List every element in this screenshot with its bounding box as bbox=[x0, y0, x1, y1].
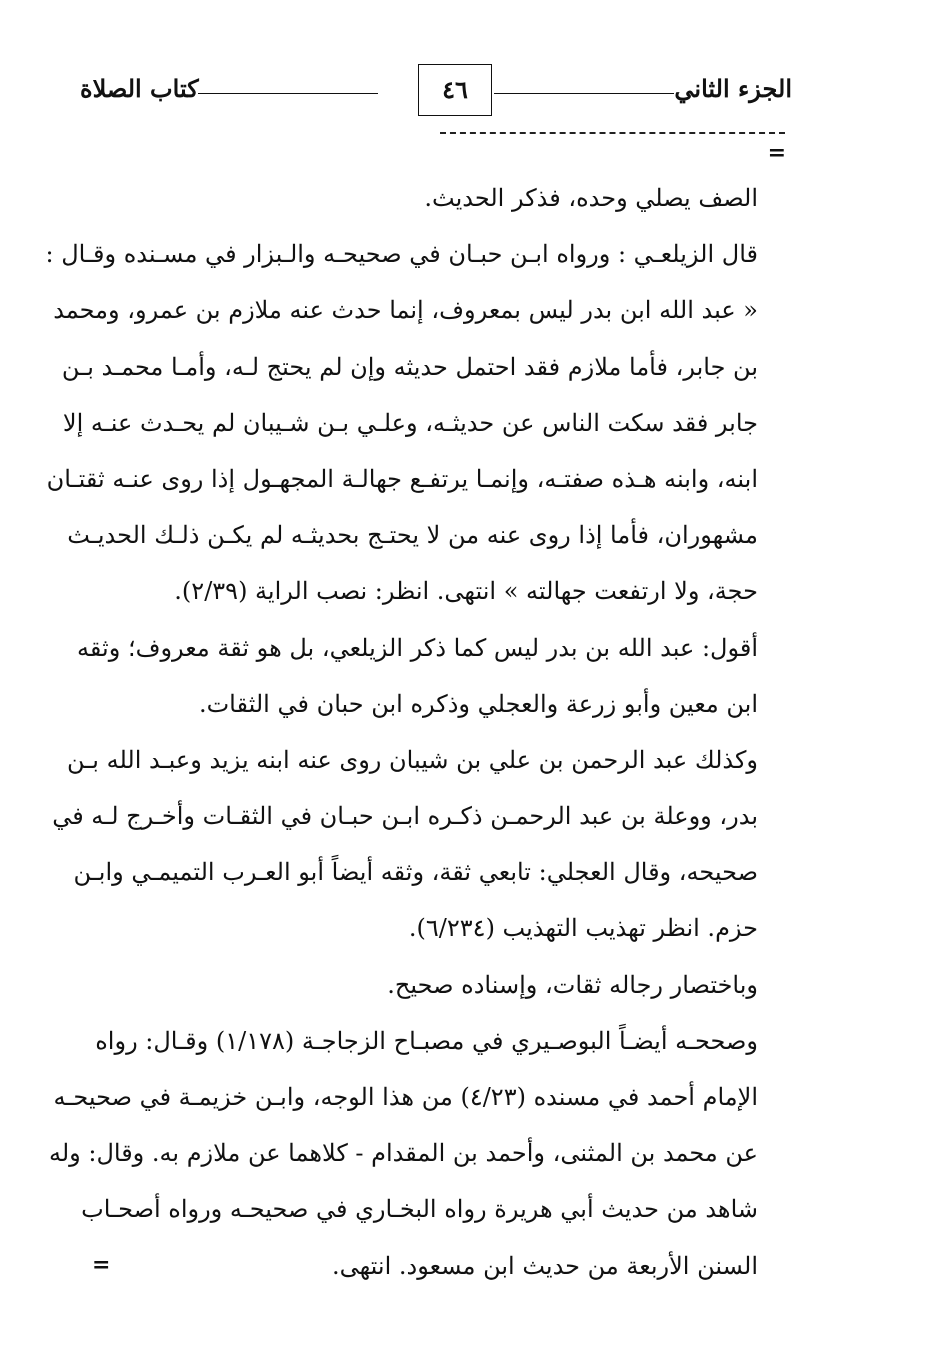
text-line: وباختصار رجاله ثقات، وإسناده صحيح. bbox=[387, 970, 758, 999]
text-line: حزم. انظر تهذيب التهذيب (٦/٢٣٤). bbox=[408, 914, 758, 943]
bottom-equals-mark: = bbox=[92, 1252, 111, 1278]
text-line: السنن الأربعة من حديث ابن مسعود. انتهى. bbox=[331, 1251, 758, 1280]
text-line: شاهد من حديث أبي هريرة رواه البخـاري في صحيحـه ورواه أصحـاب bbox=[81, 1195, 758, 1224]
text-line: قال الزيلعـي : ورواه ابـن حبـان في صحيحـه والـبزار في مسـنده وقـال : bbox=[45, 240, 758, 269]
text-line: حجة، ولا ارتفعت جهالته » انتهى. انظر: نصب الراية (٢/٣٩). bbox=[174, 577, 758, 606]
top-equals-mark: = bbox=[767, 140, 786, 166]
text-line: جابر فقد سكت الناس عن حديثـه، وعلـي بـن شـيبان لم يحـدث عنـه إلا bbox=[62, 408, 758, 437]
text-line: أقول: عبد الله بن بدر ليس كما ذكر الزيلعي، بل هو ثقة معروف؛ وثقه bbox=[77, 633, 758, 662]
text-line: مشهوران، فأما إذا روى عنه من لا يحتـج بحديثـه لم يكـن ذلـك الحديـث bbox=[67, 521, 758, 550]
header-rule-left bbox=[198, 93, 378, 94]
header-book-title: كتاب الصلاة bbox=[80, 74, 199, 103]
text-line: عن محمد بن المثنى، وأحمد بن المقدام - كلاهما عن ملازم به. وقال: وله bbox=[48, 1139, 758, 1168]
text-line: وصححـه أيضـاً البوصـيري في مصبـاح الزجاجـة (١/١٧٨) وقـال: رواه bbox=[95, 1026, 758, 1055]
text-line: ابن معين وأبو زرعة والعجلي وذكره ابن حبان في الثقات. bbox=[198, 689, 758, 718]
header-rule-right bbox=[494, 93, 674, 94]
dashed-separator bbox=[440, 132, 785, 134]
text-line: صحيحه، وقال العجلي: تابعي ثقة، وثقه أيضاً أبو العـرب التميمـي وابـن bbox=[73, 858, 758, 887]
page-number: ٤٦ bbox=[442, 75, 468, 104]
header-part-title: الجزء الثاني bbox=[674, 74, 792, 103]
text-line: وكذلك عبد الرحمن بن علي بن شيبان روى عنه ابنه يزيد وعبـد الله بـن bbox=[67, 745, 758, 774]
page-number-box bbox=[418, 64, 492, 116]
text-line: الإمام أحمد في مسنده (٤/٢٣) من هذا الوجه، وابـن خزيمـة في صحيحـه bbox=[53, 1083, 758, 1111]
text-line: ابنه، وابنه هـذه صفتـه، وإنمـا يرتفـع جهالـة المجهـول إذا روى عنـه ثقتـان bbox=[46, 464, 758, 493]
text-line: بن جابر، فأما ملازم فقد احتمل حديثه وإن لم يحتج لـه، وأمـا محمـد بـن bbox=[61, 352, 758, 381]
text-line: الصف يصلي وحده، فذكر الحديث. bbox=[424, 184, 758, 212]
body-text bbox=[45, 170, 758, 1294]
text-line: « عبد الله ابن بدر ليس بمعروف، إنما حدث عنه ملازم بن عمرو، ومحمد bbox=[53, 296, 758, 325]
text-line: بدر، ووعلة بن عبد الرحمـن ذكـره ابـن حبـان في الثقـات وأخـرج لـه في bbox=[52, 802, 758, 831]
running-header bbox=[80, 64, 792, 120]
